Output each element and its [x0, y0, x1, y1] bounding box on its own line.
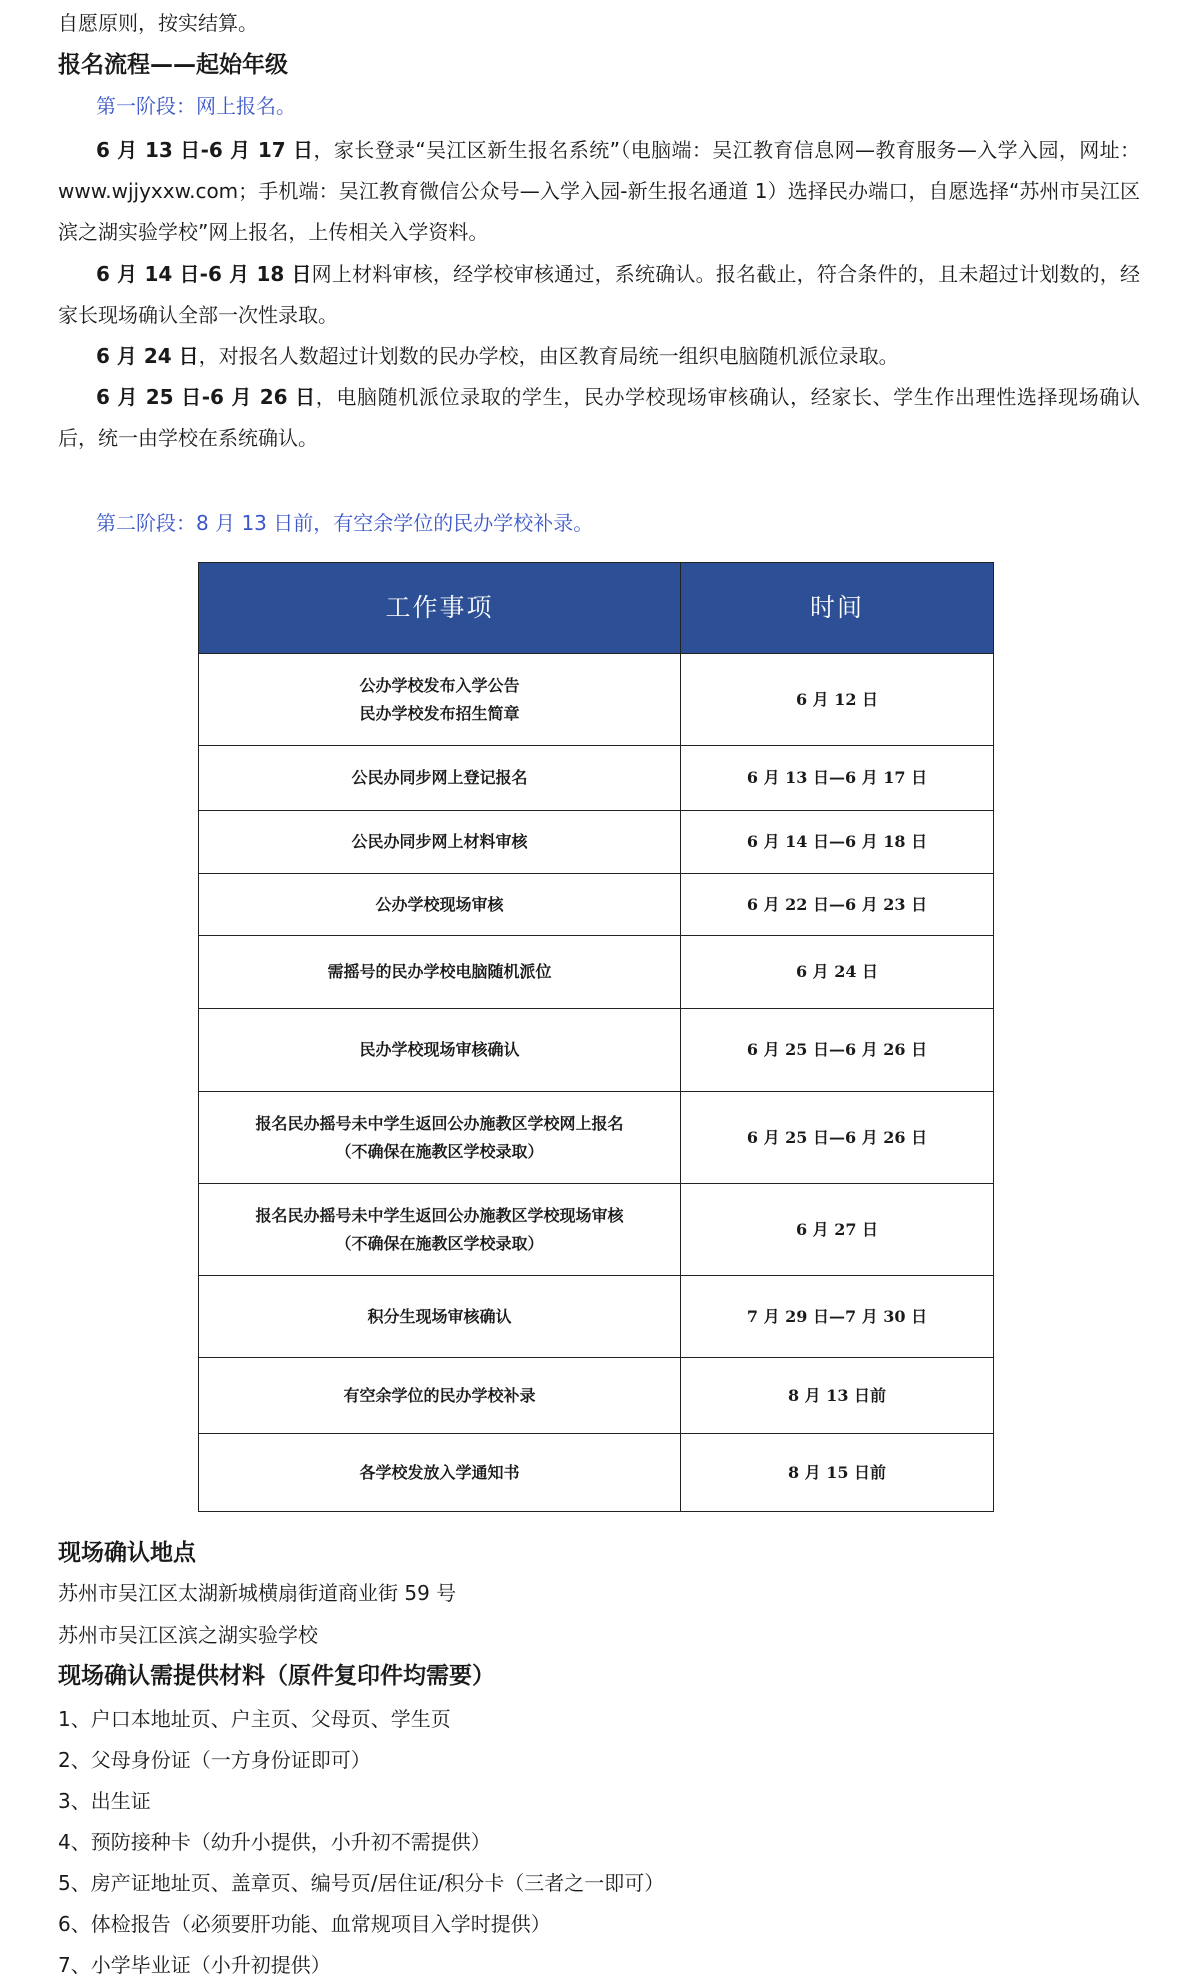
table-cell-time: 6 月 13 日—6 月 17 日: [681, 746, 994, 811]
paragraph-onsite-confirmation: [58, 377, 1140, 459]
table-row: [199, 1184, 994, 1276]
section-title-enrollment-process: 报名流程——起始年级: [58, 52, 288, 78]
table-header-time: 时间: [681, 563, 994, 654]
material-item: 4、预防接种卡（幼升小提供，小升初不需提供）: [58, 1830, 491, 1854]
intro-line: 自愿原则，按实结算。: [58, 11, 258, 35]
table-cell-time: 8 月 15 日前: [681, 1434, 994, 1512]
stage2-title: 第二阶段：8 月 13 日前，有空余学位的民办学校补录。: [96, 511, 594, 535]
materials-title: 现场确认需提供材料（原件复印件均需要）: [58, 1663, 495, 1689]
table-cell-time: 6 月 22 日—6 月 23 日: [681, 874, 994, 936]
paragraph-text: 网上材料审核，经学校审核通过，系统确认。报名截止，符合条件的，且未超过计划数的，经家长现场确认全部一次性录取。: [58, 262, 1141, 327]
item-line: （不确保在施教区学校录取）: [335, 1233, 544, 1253]
location-address: 苏州市吴江区太湖新城横扇街道商业街 59 号: [58, 1581, 457, 1605]
table-header-row: [199, 563, 994, 654]
table-cell-time: 6 月 25 日—6 月 26 日: [681, 1092, 994, 1184]
table-cell-item: 公办学校现场审核: [199, 874, 681, 936]
material-item: 6、体检报告（必须要肝功能、血常规项目入学时提供）: [58, 1912, 551, 1936]
paragraph-date: 6 月 13 日-6 月 17 日: [96, 138, 314, 162]
table-row: [199, 1276, 994, 1358]
table-row: [199, 1009, 994, 1092]
item-line: 报名民办摇号未中学生返回公办施教区学校现场审核: [255, 1205, 624, 1225]
paragraph-text: ，电脑随机派位录取的学生，民办学校现场审核确认，经家长、学生作出理性选择现场确认后，统一由学校在系统确认。: [58, 385, 1141, 450]
table-cell-item: [199, 1184, 681, 1276]
table-row: [199, 1434, 994, 1512]
paragraph-text: ，家长登录“吴江区新生报名系统”（电脑端：吴江教育信息网—教育服务—入学入园，网址：www.wjjyxxw.com；手机端：吴江教育微信公众号—入学入园-新生报名通道 1）选择民办端口，自愿选择“苏州市吴江区滨之湖实验学校”网上报名，上传相关入学资料。: [58, 138, 1140, 244]
paragraph-material-review: [58, 254, 1140, 336]
material-item: 2、父母身份证（一方身份证即可）: [58, 1748, 371, 1772]
paragraph-date: 6 月 25 日-6 月 26 日: [96, 385, 316, 409]
table-cell-time: 6 月 27 日: [681, 1184, 994, 1276]
table-cell-item: 公民办同步网上材料审核: [199, 811, 681, 874]
table-cell-time: 6 月 25 日—6 月 26 日: [681, 1009, 994, 1092]
table-cell-item: [199, 1092, 681, 1184]
table-cell-item: 有空余学位的民办学校补录: [199, 1358, 681, 1434]
table-cell-item: 需摇号的民办学校电脑随机派位: [199, 936, 681, 1009]
table-row: [199, 936, 994, 1009]
material-item: 1、户口本地址页、户主页、父母页、学生页: [58, 1707, 451, 1731]
table-cell-item: 积分生现场审核确认: [199, 1276, 681, 1358]
material-item: 7、小学毕业证（小升初提供）: [58, 1953, 331, 1977]
table-row: [199, 874, 994, 936]
table-cell-time: 6 月 14 日—6 月 18 日: [681, 811, 994, 874]
paragraph-online-registration: [58, 130, 1140, 253]
item-line: （不确保在施教区学校录取）: [335, 1141, 544, 1161]
stage1-title: 第一阶段：网上报名。: [96, 94, 296, 118]
table-cell-time: 6 月 24 日: [681, 936, 994, 1009]
item-line: 民办学校发布招生简章: [359, 703, 520, 723]
table-cell-time: 8 月 13 日前: [681, 1358, 994, 1434]
item-line: 报名民办摇号未中学生返回公办施教区学校网上报名: [255, 1113, 624, 1133]
table-cell-item: [199, 654, 681, 746]
location-school: 苏州市吴江区滨之湖实验学校: [58, 1623, 318, 1647]
material-item: 5、房产证地址页、盖章页、编号页/居住证/积分卡（三者之一即可）: [58, 1871, 665, 1895]
material-item: 3、出生证: [58, 1789, 151, 1813]
paragraph-date: 6 月 24 日: [96, 344, 199, 368]
table-row: [199, 1092, 994, 1184]
table-header-work-item: 工作事项: [199, 563, 681, 654]
paragraph-random-allocation: [58, 336, 1140, 377]
table-cell-item: 公民办同步网上登记报名: [199, 746, 681, 811]
table-cell-time: 7 月 29 日—7 月 30 日: [681, 1276, 994, 1358]
location-title: 现场确认地点: [58, 1540, 196, 1566]
paragraph-text: ，对报名人数超过计划数的民办学校，由区教育局统一组织电脑随机派位录取。: [198, 344, 899, 368]
table-row: [199, 746, 994, 811]
table-cell-time: 6 月 12 日: [681, 654, 994, 746]
table-cell-item: 民办学校现场审核确认: [199, 1009, 681, 1092]
table-row: [199, 1358, 994, 1434]
table-row: [199, 654, 994, 746]
schedule-table: [198, 562, 994, 1512]
paragraph-date: 6 月 14 日-6 月 18 日: [96, 262, 312, 286]
table-cell-item: 各学校发放入学通知书: [199, 1434, 681, 1512]
table-row: [199, 811, 994, 874]
item-line: 公办学校发布入学公告: [359, 675, 520, 695]
